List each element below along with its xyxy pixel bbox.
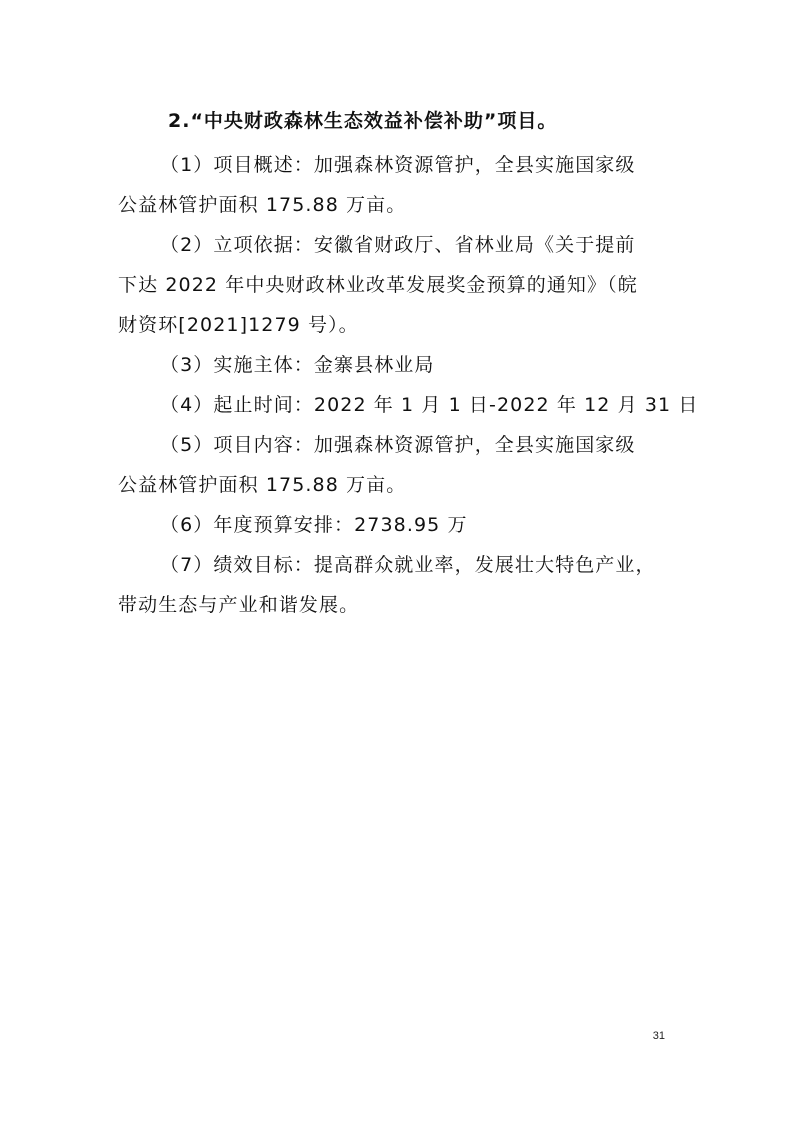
item-7-line-1: （7）绩效目标：提高群众就业率，发展壮大特色产业， — [160, 554, 656, 576]
item-1-line-1: （1）项目概述：加强森林资源管护，全县实施国家级 — [160, 154, 636, 176]
page-number: 31 — [652, 1030, 665, 1042]
item-2-line-1: （2）立项依据：安徽省财政厅、省林业局《关于提前 — [160, 234, 636, 256]
item-5-line-1: （5）项目内容：加强森林资源管护，全县实施国家级 — [160, 434, 636, 456]
item-1-line-2: 公益林管护面积 175.88 万亩。 — [118, 194, 407, 216]
item-4-line-1: （4）起止时间：2022 年 1 月 1 日-2022 年 12 月 31 日 — [160, 394, 699, 416]
item-7-line-2: 带动生态与产业和谐发展。 — [118, 594, 360, 616]
item-2-line-2: 下达 2022 年中央财政林业改革发展奖金预算的通知》（皖 — [118, 274, 638, 296]
item-5-line-2: 公益林管护面积 175.88 万亩。 — [118, 474, 407, 496]
item-3-line-1: （3）实施主体：金寨县林业局 — [160, 354, 435, 376]
item-6-line-1: （6）年度预算安排：2738.95 万 — [160, 514, 468, 536]
section-heading: 2.“中央财政森林生态效益补偿补助”项目。 — [168, 110, 558, 132]
item-2-line-3: 财资环[2021]1279 号）。 — [118, 314, 359, 336]
